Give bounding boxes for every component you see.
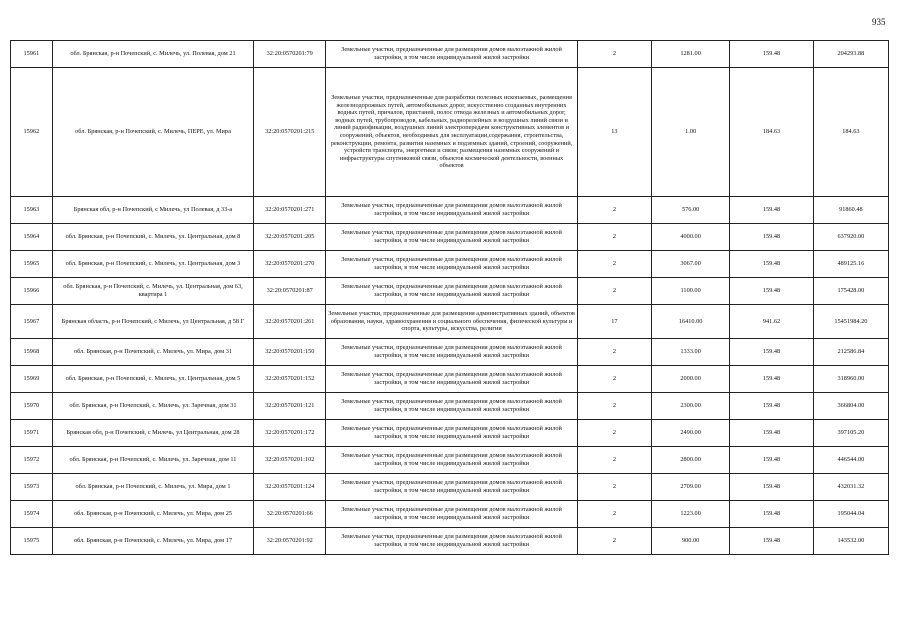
permitted-use-cell: Земельные участки, предназначенные для размещения домов малоэтажной жилой застройки, в том числе индивидуальной жилой застройки <box>326 41 578 68</box>
cadastral-value-cell: 195044.04 <box>813 501 888 528</box>
specific-value-cell: 159.48 <box>730 251 814 278</box>
address-cell: обл. Брянская, р-н Почепский, с. Милечь, ул. Центральная, дом 3 <box>52 251 253 278</box>
table-row <box>11 528 889 555</box>
cadastral-value-cell: 143532.00 <box>813 528 888 555</box>
permitted-use-cell: Земельные участки, предназначенные для размещения административных зданий, объектов образования, науки, здравоохранения и социального обеспечения, физической культуры и спорта, культуры, искусства, религии <box>326 305 578 339</box>
address-cell: Брянская обл, р-н Почепский, с Милечь, ул Полевая, д 33-а <box>52 197 253 224</box>
specific-value-cell: 159.48 <box>730 197 814 224</box>
page-number: 935 <box>872 17 886 27</box>
address-cell: обл. Брянская, р-н Почепский, с. Милечь, ул. Мира, дом 17 <box>52 528 253 555</box>
cadastral-number-cell: 32:20:0570201:261 <box>254 305 326 339</box>
area-cell: 2300.00 <box>651 393 729 420</box>
cadastral-value-cell: 397105.20 <box>813 420 888 447</box>
cadastral-value-cell: 446544.00 <box>813 447 888 474</box>
row-number-cell: 15969 <box>11 366 53 393</box>
use-category-cell: 2 <box>577 41 651 68</box>
use-category-cell: 2 <box>577 501 651 528</box>
cadastral-number-cell: 32:20:0570201:270 <box>254 251 326 278</box>
address-cell: обл. Брянская, р-н Почепский, с. Милечь, ул. Заречная, дом 31 <box>52 393 253 420</box>
table-row <box>11 197 889 224</box>
permitted-use-cell: Земельные участки, предназначенные для размещения домов малоэтажной жилой застройки, в том числе индивидуальной жилой застройки <box>326 393 578 420</box>
cadastral-number-cell: 32:20:0570201:124 <box>254 474 326 501</box>
area-cell: 2800.00 <box>651 447 729 474</box>
row-number-cell: 15966 <box>11 278 53 305</box>
area-cell: 1.00 <box>651 68 729 197</box>
use-category-cell: 2 <box>577 447 651 474</box>
table-row <box>11 393 889 420</box>
area-cell: 2000.00 <box>651 366 729 393</box>
specific-value-cell: 159.48 <box>730 420 814 447</box>
cadastral-number-cell: 32:20:0570201:150 <box>254 339 326 366</box>
specific-value-cell: 159.48 <box>730 393 814 420</box>
specific-value-cell: 159.48 <box>730 366 814 393</box>
specific-value-cell: 159.48 <box>730 339 814 366</box>
address-cell: обл. Брянская, р-н Почепский, с. Милечь, ул. Мира, дом 1 <box>52 474 253 501</box>
cadastral-number-cell: 32:20:0570201:92 <box>254 528 326 555</box>
row-number-cell: 15961 <box>11 41 53 68</box>
table-row <box>11 474 889 501</box>
table-row <box>11 251 889 278</box>
specific-value-cell: 159.48 <box>730 474 814 501</box>
table-row <box>11 339 889 366</box>
use-category-cell: 2 <box>577 251 651 278</box>
row-number-cell: 15967 <box>11 305 53 339</box>
row-number-cell: 15965 <box>11 251 53 278</box>
address-cell: обл. Брянская, р-н Почепский, с. Милечь, ул. Центральная, дом 5 <box>52 366 253 393</box>
table-row <box>11 501 889 528</box>
cadastral-number-cell: 32:20:0570201:215 <box>254 68 326 197</box>
area-cell: 3067.00 <box>651 251 729 278</box>
area-cell: 576.00 <box>651 197 729 224</box>
use-category-cell: 2 <box>577 197 651 224</box>
cadastral-value-cell: 637920.00 <box>813 224 888 251</box>
row-number-cell: 15975 <box>11 528 53 555</box>
table-row <box>11 366 889 393</box>
permitted-use-cell: Земельные участки, предназначенные для размещения домов малоэтажной жилой застройки, в том числе индивидуальной жилой застройки <box>326 366 578 393</box>
area-cell: 16410.00 <box>651 305 729 339</box>
row-number-cell: 15962 <box>11 68 53 197</box>
area-cell: 2709.00 <box>651 474 729 501</box>
row-number-cell: 15972 <box>11 447 53 474</box>
cadastral-value-cell: 184.63 <box>813 68 888 197</box>
cadastral-value-cell: 489125.16 <box>813 251 888 278</box>
permitted-use-cell: Земельные участки, предназначенные для размещения домов малоэтажной жилой застройки, в том числе индивидуальной жилой застройки <box>326 447 578 474</box>
permitted-use-cell: Земельные участки, предназначенные для размещения домов малоэтажной жилой застройки, в том числе индивидуальной жилой застройки <box>326 420 578 447</box>
address-cell: Брянская обл, р-н Почепский, с Милечь, ул Центральная, дом 28 <box>52 420 253 447</box>
permitted-use-cell: Земельные участки, предназначенные для размещения домов малоэтажной жилой застройки, в том числе индивидуальной жилой застройки <box>326 251 578 278</box>
area-cell: 1333.00 <box>651 339 729 366</box>
cadastral-number-cell: 32:20:0570201:172 <box>254 420 326 447</box>
cadastral-number-cell: 32:20:0570201:79 <box>254 41 326 68</box>
permitted-use-cell: Земельные участки, предназначенные для размещения домов малоэтажной жилой застройки, в том числе индивидуальной жилой застройки <box>326 197 578 224</box>
specific-value-cell: 159.48 <box>730 278 814 305</box>
area-cell: 900.00 <box>651 528 729 555</box>
address-cell: обл. Брянская, р-н Почепский, с. Милечь, ул. Заречная, дом 11 <box>52 447 253 474</box>
use-category-cell: 2 <box>577 474 651 501</box>
permitted-use-cell: Земельные участки, предназначенные для размещения домов малоэтажной жилой застройки, в том числе индивидуальной жилой застройки <box>326 474 578 501</box>
row-number-cell: 15963 <box>11 197 53 224</box>
cadastral-value-cell: 91860.48 <box>813 197 888 224</box>
row-number-cell: 15974 <box>11 501 53 528</box>
cadastral-number-cell: 32:20:0570201:271 <box>254 197 326 224</box>
registry-body <box>11 41 889 555</box>
cadastral-number-cell: 32:20:0570201:121 <box>254 393 326 420</box>
address-cell: обл. Брянская, р-н Почепский, с. Милечь, ул. Мира, дом 25 <box>52 501 253 528</box>
permitted-use-cell: Земельные участки, предназначенные для размещения домов малоэтажной жилой застройки, в том числе индивидуальной жилой застройки <box>326 501 578 528</box>
table-row <box>11 420 889 447</box>
cadastral-value-cell: 432031.32 <box>813 474 888 501</box>
use-category-cell: 2 <box>577 339 651 366</box>
specific-value-cell: 159.48 <box>730 41 814 68</box>
area-cell: 1100.00 <box>651 278 729 305</box>
cadastral-number-cell: 32:20:0570201:66 <box>254 501 326 528</box>
use-category-cell: 2 <box>577 278 651 305</box>
use-category-cell: 13 <box>577 68 651 197</box>
use-category-cell: 2 <box>577 393 651 420</box>
address-cell: обл. Брянская, р-н Почепский, с. Милечь, ул. Центральная, дом 63, квартира 1 <box>52 278 253 305</box>
area-cell: 2490.00 <box>651 420 729 447</box>
specific-value-cell: 159.48 <box>730 224 814 251</box>
cadastral-value-cell: 204293.88 <box>813 41 888 68</box>
table-row <box>11 224 889 251</box>
area-cell: 1281.00 <box>651 41 729 68</box>
specific-value-cell: 159.48 <box>730 528 814 555</box>
address-cell: обл. Брянская, р-н Почепский, с. Милечь, ул. Мира, дом 31 <box>52 339 253 366</box>
address-cell: обл. Брянская, р-н Почепский, с. Милечь, ул. Полевая, дом 21 <box>52 41 253 68</box>
row-number-cell: 15964 <box>11 224 53 251</box>
specific-value-cell: 184.63 <box>730 68 814 197</box>
cadastral-value-cell: 212586.84 <box>813 339 888 366</box>
permitted-use-cell: Земельные участки, предназначенные для размещения домов малоэтажной жилой застройки, в том числе индивидуальной жилой застройки <box>326 278 578 305</box>
specific-value-cell: 159.48 <box>730 447 814 474</box>
address-cell: обл. Брянская, р-н Почепский, с. Милечь, ул. Центральная, дом 8 <box>52 224 253 251</box>
cadastral-value-cell: 175428.00 <box>813 278 888 305</box>
permitted-use-cell: Земельные участки, предназначенные для разработки полезных ископаемых, размещения железнодорожных путей, автомобильных дорог, искусственно созданных внутренних водных путей, причалов, пристаней, полос отвода железных и автомобильных дорог, водных путей, трубопроводов, кабельных, радиорелейных и воздушных линий связи и линий радиофикации, воздушных линий электропередачи конструктивных элементов и сооружений, объектов, необходимых для эксплуатации,содержания, строительства, реконструкции, ремонта, развития наземных и подземных зданий, строений, сооружений, устройств транспорта, энергетики и связи; размещения наземных сооружений и инфраструктуры спутниковой связи, объектов космической деятельности, военных объектов <box>326 68 578 197</box>
row-number-cell: 15968 <box>11 339 53 366</box>
cadastral-number-cell: 32:20:0570201:205 <box>254 224 326 251</box>
cadastral-value-cell: 366804.00 <box>813 393 888 420</box>
table-row <box>11 278 889 305</box>
use-category-cell: 17 <box>577 305 651 339</box>
specific-value-cell: 941.62 <box>730 305 814 339</box>
table-row <box>11 41 889 68</box>
cadastral-value-cell: 15451984.20 <box>813 305 888 339</box>
address-cell: обл. Брянская, р-н Почепский, с. Милечь, ПЕРЕ, ул. Мира <box>52 68 253 197</box>
cadastral-number-cell: 32:20:0570201:152 <box>254 366 326 393</box>
table-row <box>11 305 889 339</box>
land-registry-table <box>10 40 889 555</box>
row-number-cell: 15973 <box>11 474 53 501</box>
table-row <box>11 447 889 474</box>
area-cell: 4000.00 <box>651 224 729 251</box>
use-category-cell: 2 <box>577 366 651 393</box>
area-cell: 1223.00 <box>651 501 729 528</box>
permitted-use-cell: Земельные участки, предназначенные для размещения домов малоэтажной жилой застройки, в том числе индивидуальной жилой застройки <box>326 528 578 555</box>
permitted-use-cell: Земельные участки, предназначенные для размещения домов малоэтажной жилой застройки, в том числе индивидуальной жилой застройки <box>326 339 578 366</box>
table-row <box>11 68 889 197</box>
use-category-cell: 2 <box>577 420 651 447</box>
permitted-use-cell: Земельные участки, предназначенные для размещения домов малоэтажной жилой застройки, в том числе индивидуальной жилой застройки <box>326 224 578 251</box>
use-category-cell: 2 <box>577 528 651 555</box>
address-cell: Брянская область, р-н Почепский, с Милечь, ул Центральная, д 58 Г <box>52 305 253 339</box>
row-number-cell: 15970 <box>11 393 53 420</box>
cadastral-number-cell: 32:20:0570201:87 <box>254 278 326 305</box>
use-category-cell: 2 <box>577 224 651 251</box>
cadastral-number-cell: 32:20:0570201:102 <box>254 447 326 474</box>
specific-value-cell: 159.48 <box>730 501 814 528</box>
row-number-cell: 15971 <box>11 420 53 447</box>
cadastral-value-cell: 318960.00 <box>813 366 888 393</box>
